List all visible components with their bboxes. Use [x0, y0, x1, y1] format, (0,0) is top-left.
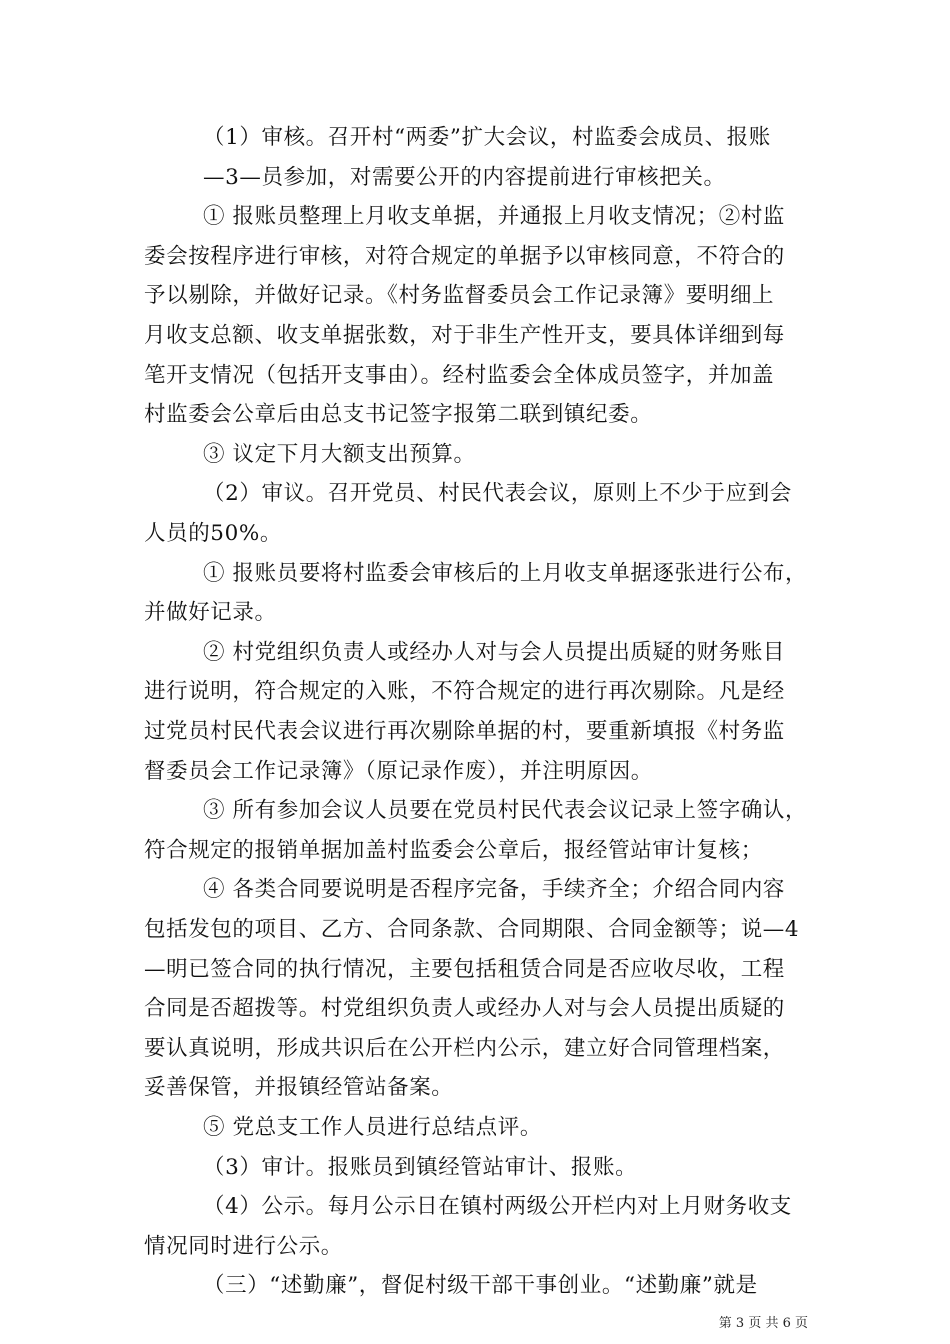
body-line-28: （4）公示。每月公示日在镇村两级公开栏内对上月财务收支	[203, 1194, 792, 1219]
body-line-1: （1）审核。召开村“两委”扩大会议，村监委会成员、报账	[203, 125, 771, 150]
body-line-29: 情况同时进行公示。	[144, 1234, 343, 1259]
body-line-19: 符合规定的报销单据加盖村监委会公章后，报经管站审计复核；	[144, 838, 763, 863]
body-line-10: （2）审议。召开党员、村民代表会议，原则上不少于应到会	[203, 481, 792, 506]
body-line-11: 人员的50%。	[144, 521, 282, 546]
body-line-17: 督委员会工作记录簿》（原记录作废），并注明原因。	[144, 759, 653, 784]
body-line-21: 包括发包的项目、乙方、合同条款、合同期限、合同金额等；说—4	[144, 917, 800, 942]
body-line-20: ④ 各类合同要说明是否程序完备，手续齐全；介绍合同内容	[203, 877, 786, 902]
body-line-12: ① 报账员要将村监委会审核后的上月收支单据逐张进行公布，	[203, 561, 808, 586]
body-line-18: ③ 所有参加会议人员要在党员村民代表会议记录上签字确认，	[203, 798, 808, 823]
body-line-27: （3）审计。报账员到镇经管站审计、报账。	[203, 1155, 638, 1180]
body-line-16: 过党员村民代表会议进行再次剔除单据的村，要重新填报《村务监	[144, 719, 785, 744]
body-line-26: ⑤ 党总支工作人员进行总结点评。	[203, 1115, 542, 1140]
body-line-30: （三）“述勤廉”，督促村级干部干事创业。“述勤廉”就是	[203, 1273, 758, 1298]
body-line-5: 予以剔除，并做好记录。《村务监督委员会工作记录簿》要明细上	[144, 283, 775, 308]
body-line-14: ② 村党组织负责人或经办人对与会人员提出质疑的财务账目	[203, 640, 786, 665]
body-line-2: —3—员参加，对需要公开的内容提前进行审核把关。	[203, 165, 726, 190]
body-line-24: 要认真说明，形成共识后在公开栏内公示，建立好合同管理档案，	[144, 1036, 785, 1061]
body-line-7: 笔开支情况（包括开支事由）。经村监委会全体成员签字，并加盖	[144, 363, 775, 388]
body-line-4: 委会按程序进行审核，对符合规定的单据予以审核同意，不符合的	[144, 244, 785, 269]
body-line-13: 并做好记录。	[144, 600, 277, 625]
body-line-8: 村监委会公章后由总支书记签字报第二联到镇纪委。	[144, 402, 653, 427]
body-line-22: —明已签合同的执行情况，主要包括租赁合同是否应收尽收，工程	[144, 957, 785, 982]
body-line-9: ③ 议定下月大额支出预算。	[203, 442, 476, 467]
body-line-23: 合同是否超拨等。村党组织负责人或经办人对与会人员提出质疑的	[144, 996, 785, 1021]
page-number-footer: 第 3 页 共 6 页	[718, 1316, 808, 1331]
body-line-25: 妥善保管，并报镇经管站备案。	[144, 1075, 454, 1100]
body-line-15: 进行说明，符合规定的入账，不符合规定的进行再次剔除。凡是经	[144, 679, 785, 704]
body-line-6: 月收支总额、收支单据张数，对于非生产性开支，要具体详细到每	[144, 323, 785, 348]
body-line-3: ① 报账员整理上月收支单据，并通报上月收支情况；②村监	[203, 204, 786, 229]
